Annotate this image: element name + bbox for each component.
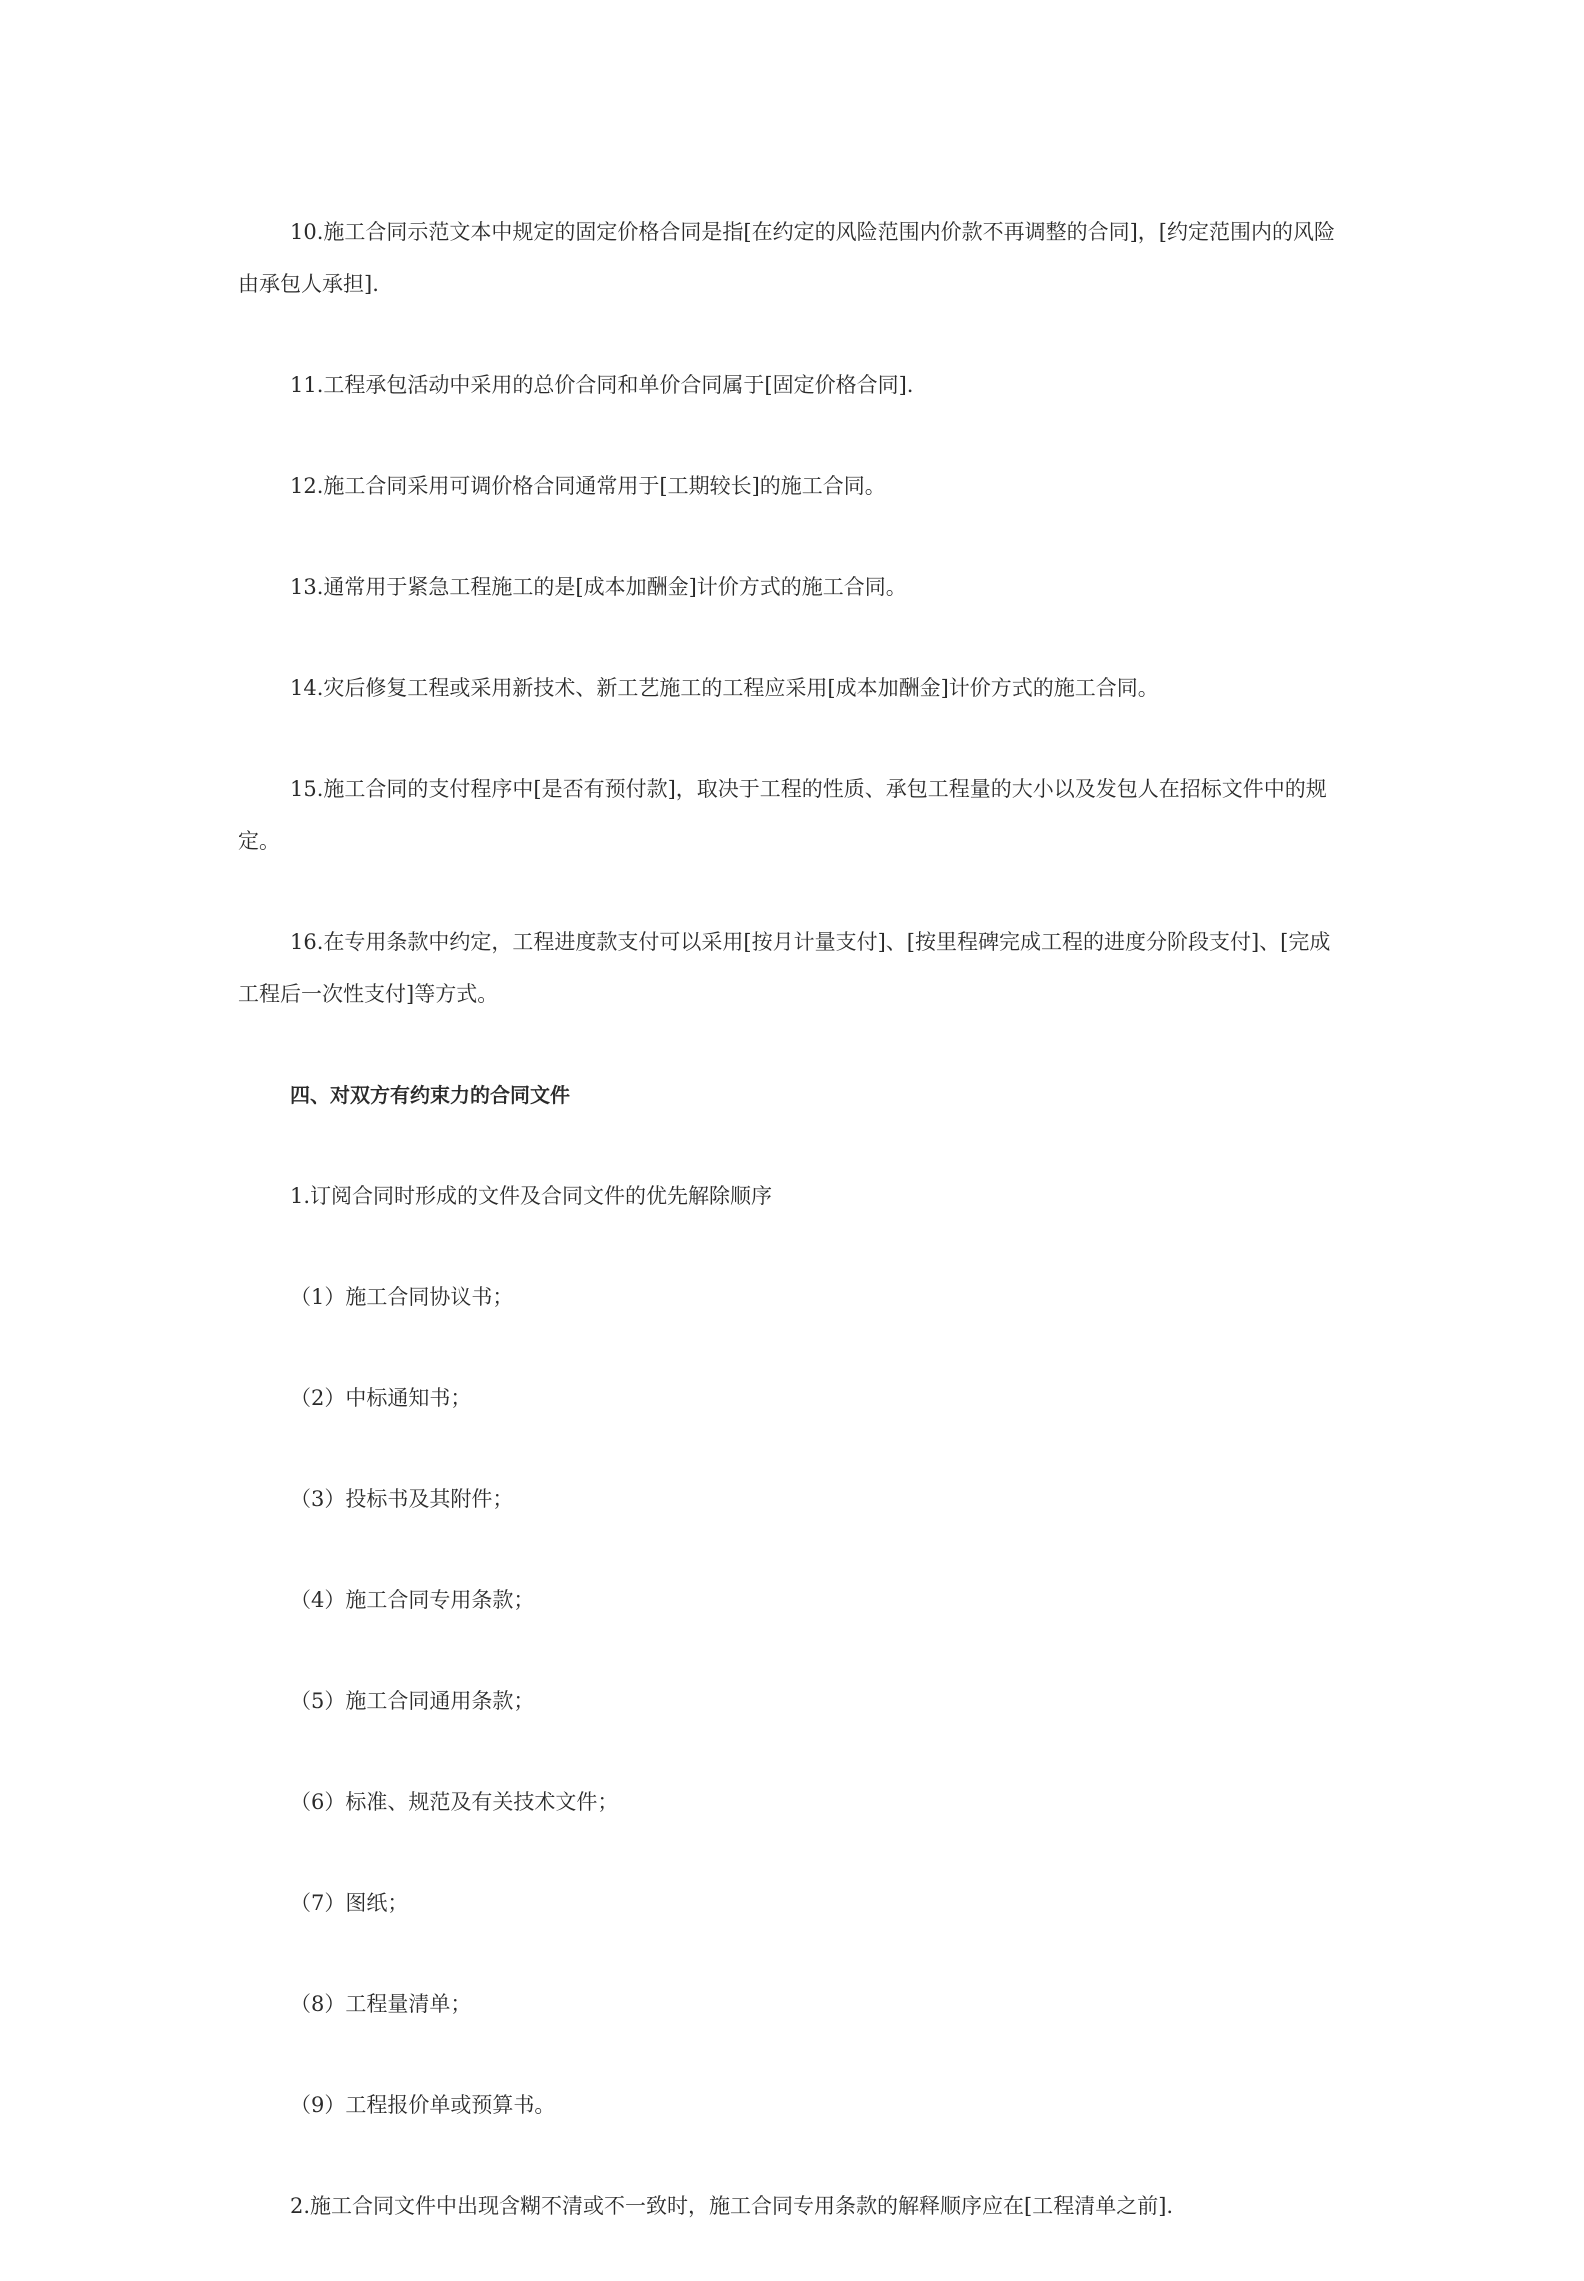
list-item-4: （4）施工合同专用条款； <box>290 1588 535 1612</box>
list-item-7: （7）图纸； <box>290 1891 409 1915</box>
paragraph-11: 11.工程承包活动中采用的总价合同和单价合同属于[固定价格合同]. <box>290 373 914 397</box>
paragraph-15: 15.施工合同的支付程序中[是否有预付款]，取决于工程的性质、承包工程量的大小以及发包人在招标文件中的规定。 <box>238 777 1327 853</box>
paragraph-10: 10.施工合同示范文本中规定的固定价格合同是指[在约定的风险范围内价款不再调整的合同]，[约定范围内的风险由承包人承担]. <box>238 220 1335 296</box>
list-item-5: （5）施工合同通用条款； <box>290 1689 535 1713</box>
paragraph-14: 14.灾后修复工程或采用新技术、新工艺施工的工程应采用[成本加酬金]计价方式的施工合同。 <box>290 676 1159 700</box>
paragraph-last: 2.施工合同文件中出现含糊不清或不一致时，施工合同专用条款的解释顺序应在[工程清单之前]. <box>290 2194 1174 2218</box>
list-item-9: （9）工程报价单或预算书。 <box>290 2093 556 2117</box>
paragraph-12: 12.施工合同采用可调价格合同通常用于[工期较长]的施工合同。 <box>290 474 886 498</box>
paragraph-16: 16.在专用条款中约定，工程进度款支付可以采用[按月计量支付]、[按里程碑完成工程的进度分阶段支付]、[完成工程后一次性支付]等方式。 <box>238 930 1331 1006</box>
document-body <box>238 206 1348 2281</box>
subheading-1: 1.订阅合同时形成的文件及合同文件的优先解除顺序 <box>290 1184 773 1208</box>
section-heading: 四、对双方有约束力的合同文件 <box>290 1083 570 1107</box>
list-item-1: （1）施工合同协议书； <box>290 1285 514 1309</box>
list-item-6: （6）标准、规范及有关技术文件； <box>290 1790 619 1814</box>
list-item-2: （2）中标通知书； <box>290 1386 472 1410</box>
list-item-3: （3）投标书及其附件； <box>290 1487 514 1511</box>
list-item-8: （8）工程量清单； <box>290 1992 472 2016</box>
paragraph-13: 13.通常用于紧急工程施工的是[成本加酬金]计价方式的施工合同。 <box>290 575 907 599</box>
